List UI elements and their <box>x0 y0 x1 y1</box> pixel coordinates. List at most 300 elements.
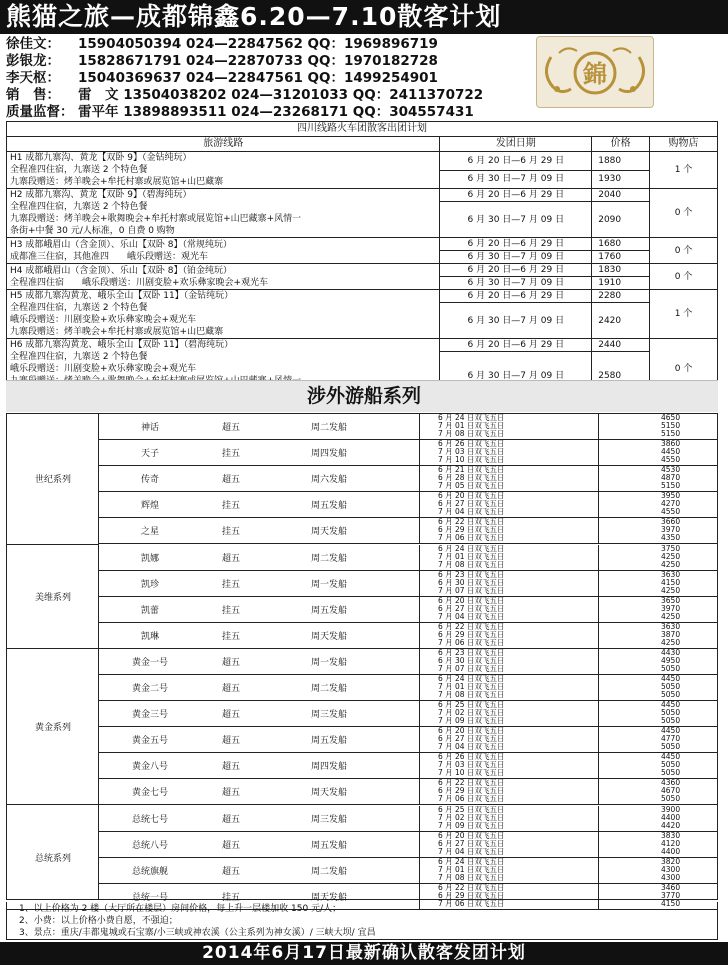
ship-date: 6 月 23 日双飞五日 <box>438 569 505 579</box>
ship-date: 6 月 26 日双飞五日 <box>438 439 505 449</box>
ship-dates <box>419 779 599 804</box>
contact-info: 15904050394 024—22847562 QQ：1969896719 <box>78 36 438 52</box>
ship-price: 5050 <box>661 708 681 718</box>
company-logo <box>536 36 654 108</box>
note-line: 2、小费：以上价格小费自愿，不强迫； <box>19 916 178 926</box>
date-cell: 6 月 30 日—7 月 09 日 <box>440 303 592 339</box>
ship-dates <box>419 518 599 543</box>
ship-day: 周二发船 <box>310 423 347 434</box>
price-cell: 2440 <box>592 339 650 352</box>
ship-price: 4950 <box>661 655 681 665</box>
ship-dates <box>419 597 599 622</box>
ship-name: 黄金七号 <box>131 788 168 799</box>
route-line: 全程准四住宿，九寨送 2 个特色餐 <box>10 165 148 175</box>
ship-name: 凯娜 <box>140 553 159 564</box>
ship-price: 3650 <box>661 595 681 605</box>
ship-prices <box>599 649 717 674</box>
ship-dates <box>419 466 599 491</box>
ship-class: 超五 <box>221 736 240 747</box>
ship-day: 周五发船 <box>310 736 347 747</box>
ship-price: 3870 <box>661 629 681 639</box>
ship-class: 超五 <box>221 710 240 721</box>
ship-prices <box>599 753 717 778</box>
ship-name: 黄金三号 <box>131 710 168 721</box>
notes <box>6 898 718 940</box>
ship-date: 7 月 08 日双飞五日 <box>438 690 505 699</box>
ship-price: 4400 <box>661 812 681 822</box>
ship-class: 超五 <box>221 814 240 825</box>
ship-price: 5150 <box>661 421 681 430</box>
route-line: 九寨段赠送：烤羊晚会+牟托村寨或展览馆+山巴藏寨 <box>10 327 224 337</box>
ship-price: 5050 <box>661 742 681 752</box>
ship-prices <box>599 518 717 543</box>
ship-price: 4550 <box>661 507 681 517</box>
ship-name: 黄金一号 <box>131 657 168 668</box>
price-cell: 1680 <box>592 238 650 251</box>
ship-class: 超五 <box>221 475 240 486</box>
ship-date: 7 月 06 日双飞五日 <box>438 898 505 908</box>
ship-row <box>99 858 717 884</box>
route-line: 成都准三住宿，其他准四 峨乐段赠送：观光车 <box>10 251 209 262</box>
ship-name: 黄金八号 <box>131 762 168 773</box>
ship-name: 凯琳 <box>140 631 159 642</box>
ship-day: 周五发船 <box>310 501 347 512</box>
date-cell: 6 月 20 日—6 月 29 日 <box>440 264 592 277</box>
ship-day: 周四发船 <box>310 762 347 773</box>
ship-name: 总统一号 <box>131 892 168 903</box>
ship-date: 7 月 01 日双飞五日 <box>438 864 505 874</box>
ship-prices <box>599 727 717 752</box>
shop-cell: 1 个 <box>650 290 718 339</box>
ship-row <box>99 727 717 753</box>
ship-prices <box>599 440 717 465</box>
ship-date: 7 月 01 日双飞五日 <box>438 421 505 430</box>
contact-info: 雷 文 13504038202 024—31201033 QQ：2411370722 <box>78 87 484 103</box>
ship-name: 总统七号 <box>131 814 168 825</box>
ship-date: 6 月 20 日双飞五日 <box>438 726 505 736</box>
ship-date: 6 月 21 日双飞五日 <box>438 465 505 475</box>
route-line: 峨乐段赠送：川剧变脸+欢乐彝家晚会+观光车 <box>10 315 197 325</box>
ship-date: 7 月 01 日双飞五日 <box>438 551 505 561</box>
ship-date: 6 月 24 日双飞五日 <box>438 674 505 683</box>
ship-day: 周二发船 <box>310 553 347 564</box>
ship-class: 挂五 <box>221 605 240 616</box>
ship-price: 5150 <box>661 481 681 491</box>
ship-class: 挂五 <box>221 501 240 512</box>
ship-price: 4530 <box>661 465 681 475</box>
ship-name: 传奇 <box>140 475 159 486</box>
route-line: 九寨段赠送：烤羊晚会+牟托村寨或展览馆+山巴藏寨 <box>10 177 224 187</box>
ship-date: 7 月 04 日双飞五日 <box>438 742 505 752</box>
ship-date: 6 月 28 日双飞五日 <box>438 473 505 483</box>
route-line: H2 成都九寨沟、黄龙【双卧 9】（碧海纯玩） <box>10 190 192 200</box>
ship-date: 7 月 07 日双飞五日 <box>438 663 505 673</box>
ship-row <box>99 545 717 571</box>
price-cell: 2040 <box>592 189 650 202</box>
ship-date: 7 月 10 日双飞五日 <box>438 455 505 465</box>
route-cell <box>7 189 440 238</box>
ship-date: 6 月 23 日双飞五日 <box>438 647 505 657</box>
ship-date: 7 月 09 日双飞五日 <box>438 716 505 726</box>
ship-class: 挂五 <box>221 579 240 590</box>
ship-date: 7 月 06 日双飞五日 <box>438 794 505 804</box>
ship-prices <box>599 571 717 596</box>
ship-date: 7 月 02 日双飞五日 <box>438 812 505 822</box>
ship-row <box>99 832 717 858</box>
contact-info: 15040369637 024—22847561 QQ：1499254901 <box>78 70 438 86</box>
price-cell: 1830 <box>592 264 650 277</box>
price-cell: 2280 <box>592 290 650 303</box>
table-header-row <box>7 137 718 152</box>
ship-date: 7 月 06 日双飞五日 <box>438 637 505 647</box>
route-line: H6 成都九寨沟黄龙、峨乐全山【双卧 11】（碧海纯玩） <box>10 340 234 350</box>
shop-cell: 0 个 <box>650 189 718 238</box>
ship-date: 7 月 02 日双飞五日 <box>438 708 505 718</box>
ship-row <box>99 806 717 832</box>
ship-day: 周三发船 <box>310 814 347 825</box>
header-shop: 购物店 <box>650 137 718 152</box>
ship-date: 7 月 08 日双飞五日 <box>438 872 505 882</box>
contact-info: 雷平年 13898893511 024—23268171 QQ：304557431 <box>78 104 474 120</box>
footer-title: 2014年6月17日最新确认散客发团计划 <box>202 943 526 963</box>
route-line: 峨乐段赠送：川剧变脸+欢乐彝家晚会+观光车 <box>10 364 197 374</box>
ship-price: 3970 <box>661 525 681 535</box>
ship-date: 6 月 27 日双飞五日 <box>438 838 505 848</box>
ship-day: 周二发船 <box>310 866 347 877</box>
route-cell <box>7 264 440 290</box>
ship-row <box>99 753 717 779</box>
route-line: 全程准四住宿 峨乐段赠送：川剧变脸+欢乐彝家晚会+观光车 <box>10 277 269 288</box>
ship-dates <box>419 649 599 674</box>
ship-price: 3460 <box>661 882 681 892</box>
ship-row <box>99 414 717 440</box>
series-name: 总统系列 <box>7 806 99 910</box>
route-line: 九寨段赠送：烤羊晚会+歌舞晚会+牟托村寨或展览馆+山巴藏寨+风情一 <box>10 214 302 224</box>
series-name: 美维系列 <box>7 545 99 649</box>
ship-date: 6 月 20 日双飞五日 <box>438 491 505 501</box>
ship-date: 6 月 24 日双飞五日 <box>438 413 505 422</box>
series-column <box>7 414 99 899</box>
route-line: H1 成都九寨沟、黄龙【双卧 9】（金钻纯玩） <box>10 153 192 163</box>
ship-price: 3630 <box>661 569 681 579</box>
ship-price: 3770 <box>661 890 681 900</box>
header-price: 价格 <box>592 137 650 152</box>
ship-day: 周天发船 <box>310 892 347 903</box>
contact-name: 销 售： <box>6 87 60 103</box>
ship-row <box>99 649 717 675</box>
ship-price: 3830 <box>661 830 681 840</box>
ship-name: 天子 <box>140 449 159 460</box>
shop-cell: 0 个 <box>650 264 718 290</box>
ship-price: 5050 <box>661 768 681 778</box>
ship-prices <box>599 701 717 726</box>
ship-name: 凯蕾 <box>140 605 159 616</box>
ship-date: 6 月 20 日双飞五日 <box>438 595 505 605</box>
ship-date: 6 月 27 日双飞五日 <box>438 603 505 613</box>
ship-date: 6 月 29 日双飞五日 <box>438 629 505 639</box>
ship-price: 4450 <box>661 752 681 762</box>
route-line: 全程准四住宿，九寨送 2 个特色餐 <box>10 202 148 212</box>
ship-date: 6 月 27 日双飞五日 <box>438 734 505 744</box>
ship-price: 4270 <box>661 499 681 509</box>
ship-price: 5050 <box>661 794 681 804</box>
ship-prices <box>599 675 717 700</box>
ship-class: 超五 <box>221 553 240 564</box>
ship-name: 凯珍 <box>140 579 159 590</box>
logo-text: 錦 <box>583 59 607 88</box>
ship-row <box>99 440 717 466</box>
route-cell <box>7 290 440 339</box>
ship-dates <box>419 440 599 465</box>
route-line: H4 成都峨眉山（含金顶）、乐山【双卧 8】（铂金纯玩） <box>10 265 232 276</box>
date-cell: 6 月 20 日—6 月 29 日 <box>440 238 592 251</box>
ship-dates <box>419 492 599 517</box>
ship-name: 神话 <box>140 423 159 434</box>
ship-price: 4250 <box>661 637 681 647</box>
ship-name: 总统八号 <box>131 840 168 851</box>
ship-date: 7 月 08 日双飞五日 <box>438 429 505 438</box>
ship-price: 3630 <box>661 621 681 631</box>
ship-dates <box>419 832 599 857</box>
route-cell <box>7 152 440 189</box>
ship-date: 7 月 09 日双飞五日 <box>438 820 505 830</box>
ship-price: 4550 <box>661 455 681 465</box>
ship-date: 6 月 29 日双飞五日 <box>438 890 505 900</box>
cruise-table <box>6 413 718 908</box>
ship-date: 7 月 03 日双飞五日 <box>438 760 505 770</box>
route-cell <box>7 238 440 264</box>
price-cell: 2090 <box>592 202 650 238</box>
ship-day: 周四发船 <box>310 449 347 460</box>
ship-prices <box>599 597 717 622</box>
ship-price: 4450 <box>661 700 681 710</box>
ship-day: 周三发船 <box>310 710 347 721</box>
note-line: 3、景点：重庆/丰都鬼城或石宝寨/小三峡或神农溪（公主系列为神女溪）/ 三峡大坝/ 宜昌 <box>19 928 376 938</box>
ship-price: 4150 <box>661 577 681 587</box>
ship-day: 周天发船 <box>310 788 347 799</box>
ship-price: 4670 <box>661 786 681 796</box>
ship-class: 挂五 <box>221 449 240 460</box>
ship-price: 3900 <box>661 804 681 814</box>
date-cell: 6 月 20 日—6 月 29 日 <box>440 189 592 202</box>
ship-price: 5050 <box>661 663 681 673</box>
ship-price: 4430 <box>661 647 681 657</box>
ship-class: 超五 <box>221 866 240 877</box>
page-title: 熊猫之旅—成都锦鑫6.20—7.10散客计划 <box>6 2 502 31</box>
ship-class: 超五 <box>221 423 240 434</box>
ship-prices <box>599 414 717 439</box>
ship-date: 6 月 24 日双飞五日 <box>438 856 505 866</box>
ship-class: 挂五 <box>221 892 240 903</box>
table-row <box>7 264 718 277</box>
ship-price: 4450 <box>661 674 681 683</box>
ship-price: 4120 <box>661 838 681 848</box>
ship-dates <box>419 571 599 596</box>
contact-row <box>6 104 536 121</box>
date-cell: 6 月 30 日—7 月 09 日 <box>440 202 592 238</box>
ship-row <box>99 701 717 727</box>
ship-date: 6 月 25 日双飞五日 <box>438 700 505 710</box>
ship-day: 周二发船 <box>310 684 347 695</box>
ship-price: 4400 <box>661 846 681 856</box>
contact-row <box>6 36 536 53</box>
ship-date: 7 月 07 日双飞五日 <box>438 585 505 595</box>
ship-name: 之星 <box>140 527 159 538</box>
ship-dates <box>419 623 599 648</box>
ship-price: 4250 <box>661 585 681 595</box>
ship-date: 7 月 04 日双飞五日 <box>438 846 505 856</box>
ship-price: 4250 <box>661 559 681 569</box>
ship-date: 7 月 10 日双飞五日 <box>438 768 505 778</box>
ship-name: 总统旗舰 <box>131 866 168 877</box>
ship-dates <box>419 675 599 700</box>
price-cell: 1880 <box>592 152 650 171</box>
ship-day: 周五发船 <box>310 605 347 616</box>
ship-price: 5050 <box>661 690 681 699</box>
ship-date: 6 月 29 日双飞五日 <box>438 525 505 535</box>
ship-date: 6 月 27 日双飞五日 <box>438 499 505 509</box>
date-cell: 6 月 20 日—6 月 29 日 <box>440 152 592 171</box>
contact-name: 徐佳文： <box>6 36 60 52</box>
ship-date: 6 月 22 日双飞五日 <box>438 778 505 788</box>
ship-row <box>99 623 717 649</box>
price-cell: 1930 <box>592 170 650 189</box>
ship-price: 5050 <box>661 716 681 726</box>
ship-date: 6 月 22 日双飞五日 <box>438 882 505 892</box>
ship-date: 6 月 26 日双飞五日 <box>438 752 505 762</box>
ship-row <box>99 597 717 623</box>
route-line: H5 成都九寨沟黄龙、峨乐全山【双卧 11】（金钻纯玩） <box>10 291 234 301</box>
price-cell: 2580 <box>592 352 650 400</box>
ship-price: 3820 <box>661 856 681 866</box>
ship-date: 7 月 01 日双飞五日 <box>438 682 505 691</box>
contact-row <box>6 70 536 87</box>
ship-class: 超五 <box>221 788 240 799</box>
ship-price: 3860 <box>661 439 681 449</box>
ship-row <box>99 571 717 597</box>
ship-price: 4300 <box>661 872 681 882</box>
ship-dates <box>419 414 599 439</box>
contact-name: 质量监督： <box>6 104 74 120</box>
ship-price: 5050 <box>661 682 681 691</box>
ship-date: 6 月 30 日双飞五日 <box>438 655 505 665</box>
route-line: H3 成都峨眉山（含金顶）、乐山【双卧 8】（常规纯玩） <box>10 239 232 250</box>
date-cell: 6 月 30 日—7 月 09 日 <box>440 170 592 189</box>
ship-date: 6 月 22 日双飞五日 <box>438 621 505 631</box>
ship-row <box>99 492 717 518</box>
ship-day: 周六发船 <box>310 475 347 486</box>
cruise-section-title: 涉外游船系列 <box>306 385 421 407</box>
date-cell: 6 月 30 日—7 月 09 日 <box>440 352 592 400</box>
ship-day: 周天发船 <box>310 631 347 642</box>
route-line: 条街+中餐 30 元/人标准，0 自费 0 购物 <box>10 226 175 236</box>
ship-date: 7 月 03 日双飞五日 <box>438 447 505 457</box>
train-section-title: 四川线路火车团散客出团计划 <box>6 121 718 137</box>
ship-name: 黄金二号 <box>131 684 168 695</box>
ship-price: 5150 <box>661 429 681 438</box>
ship-date: 6 月 25 日双飞五日 <box>438 804 505 814</box>
route-line: 全程准四住宿，九寨送 2 个特色餐 <box>10 352 148 362</box>
ship-prices <box>599 492 717 517</box>
header-route: 旅游线路 <box>7 137 440 152</box>
ship-date: 7 月 04 日双飞五日 <box>438 611 505 621</box>
date-cell: 6 月 30 日—7 月 09 日 <box>440 277 592 290</box>
table-row <box>7 238 718 251</box>
ship-dates <box>419 701 599 726</box>
contact-name: 李天枢： <box>6 70 60 86</box>
ship-dates <box>419 858 599 883</box>
shop-cell: 0 个 <box>650 339 718 400</box>
ship-date: 6 月 20 日双飞五日 <box>438 830 505 840</box>
ship-price: 4360 <box>661 778 681 788</box>
ship-date: 6 月 30 日双飞五日 <box>438 577 505 587</box>
series-name: 世纪系列 <box>7 414 99 545</box>
ship-row <box>99 779 717 805</box>
header-date: 发团日期 <box>440 137 592 152</box>
price-cell: 2420 <box>592 303 650 339</box>
ship-price: 3970 <box>661 603 681 613</box>
date-cell: 6 月 20 日—6 月 29 日 <box>440 339 592 352</box>
train-tour-table <box>6 136 718 400</box>
ship-day: 周一发船 <box>310 579 347 590</box>
ship-dates <box>419 545 599 570</box>
ship-prices <box>599 779 717 804</box>
ship-price: 4350 <box>661 533 681 543</box>
ship-price: 3660 <box>661 517 681 527</box>
ship-price: 3750 <box>661 543 681 553</box>
ship-prices <box>599 466 717 491</box>
ship-price: 4450 <box>661 447 681 457</box>
ship-price: 4250 <box>661 611 681 621</box>
ship-class: 挂五 <box>221 631 240 642</box>
contact-info: 15828671791 024—22870733 QQ：1970182728 <box>78 53 438 69</box>
ship-day: 周天发船 <box>310 527 347 538</box>
ship-date: 7 月 08 日双飞五日 <box>438 559 505 569</box>
ship-date: 6 月 29 日双飞五日 <box>438 786 505 796</box>
contact-row <box>6 53 536 70</box>
ship-price: 4300 <box>661 864 681 874</box>
ship-price: 4250 <box>661 551 681 561</box>
ship-day: 周五发船 <box>310 840 347 851</box>
ship-class: 超五 <box>221 684 240 695</box>
date-cell: 6 月 20 日—6 月 29 日 <box>440 290 592 303</box>
ship-class: 超五 <box>221 762 240 773</box>
ship-name: 辉煌 <box>140 501 159 512</box>
contact-name: 彭银龙： <box>6 53 60 69</box>
ship-day: 周一发船 <box>310 657 347 668</box>
ship-row <box>99 518 717 544</box>
ship-price: 4650 <box>661 413 681 422</box>
note-line: 1、以上价格为 2 楼（大厅所在楼层）房间价格，每上升一层楼加收 150 元/人； <box>19 904 342 914</box>
ship-date: 7 月 04 日双飞五日 <box>438 507 505 517</box>
ship-dates <box>419 727 599 752</box>
ship-price: 4770 <box>661 734 681 744</box>
ship-dates <box>419 806 599 831</box>
ship-price: 4450 <box>661 726 681 736</box>
ship-price: 4150 <box>661 898 681 908</box>
jinxin-logo-icon <box>537 37 653 107</box>
price-cell: 1760 <box>592 251 650 264</box>
ship-dates <box>419 753 599 778</box>
contact-list <box>6 36 536 121</box>
ship-prices <box>599 832 717 857</box>
ship-class: 挂五 <box>221 527 240 538</box>
ship-date: 6 月 24 日双飞五日 <box>438 543 505 553</box>
ship-prices <box>599 806 717 831</box>
price-cell: 1910 <box>592 277 650 290</box>
ship-row <box>99 466 717 492</box>
ship-row <box>99 675 717 701</box>
